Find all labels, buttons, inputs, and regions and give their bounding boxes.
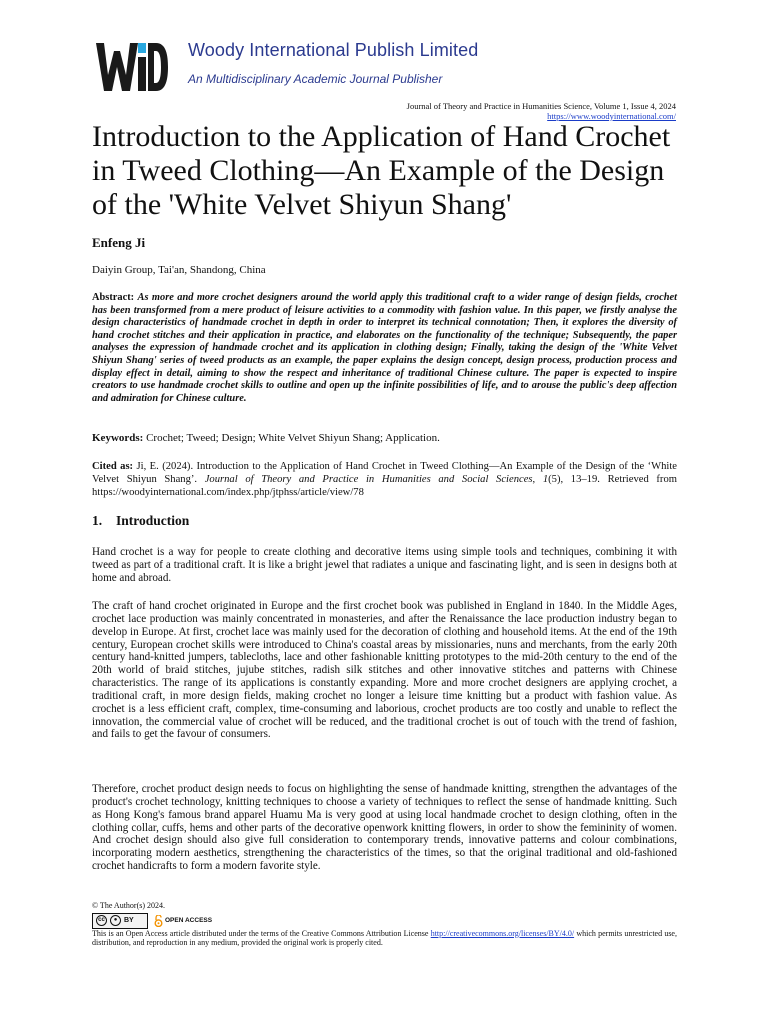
section-title: Introduction: [116, 513, 190, 528]
publisher-tagline: An Multidisciplinary Academic Journal Publisher: [188, 72, 443, 86]
keywords-label: Keywords:: [92, 432, 144, 444]
cited-as: [92, 460, 677, 499]
abstract-text: As more and more crochet designers around the world apply this traditional craft to a wider range of design fields, crochet has been transformed from a mere product of leisure activities to a commodity with fashion value. In this paper, we firstly analyse the design characteristics of handmade crochet in depth in order to interpret its technical connotation; Then, it explores the diversity of hand crochet stitches and their application in practice, and elaborates on the functionality of the technique; Subsequently, the paper analyses the expression of handmade crochet and its application in clothing design; Finally, taking the design of the 'White Velvet Shiyun Shang' series of tweed products as an example, the paper explains the design concept, design process, production process and display effect in detail, aiming to show the respect and inheritance of traditional Chinese culture. The paper is expected to inspire creators to use handmade crochet skills to outline and open up the infinite possibilities of life, and to arouse the public's deep affection and admiration for Chinese culture.: [92, 292, 677, 404]
body-paragraph: The craft of hand crochet originated in Europe and the first crochet book was published in England in 1840. In the Middle Ages, crochet lace production was mainly concentrated in monasteries, and after the Renaissance the lace production industry began to develop in Europe. At first, crochet lace was mainly used for the decoration of clothing and household items. At the end of the 19th century, European crochet skills were introduced to China's coastal areas by missionaries, nuns and merchants, from the early 20th century hand-knitted jumpers, tablecloths, lace and other fashionable knitting prototypes to the mid-20th century to the end of the 20th world of braid stitches, jujube stitches, radish silk stitches and other innovative stitches and patterns with Chinese characteristics. The range of its applications is constantly expanding. More and more crochet designers are applying crochet, a traditional craft, in more design fields, making crochet no longer a leisure time knitting but a product with fashion value. As crochet is a less efficient craft, complex, time-consuming and laborious, crochet products are too costly and unable to reflect the innovation, the commercial value of crochet will be reduced, and the traditional crochet is out of touch with the trend of fashion, and fails to get the favour of consumers.: [92, 600, 677, 741]
section-heading: [92, 513, 677, 529]
publisher-logo-icon: [96, 41, 168, 93]
body-paragraph: Hand crochet is a way for people to create clothing and decorative items using simple tools and techniques, combining it with tweed as part of a traditional craft. It is like a bright jewel that radiates a unique and fascinating light, and is seen in designs both at home and abroad.: [92, 546, 677, 584]
body-paragraph: Therefore, crochet product design needs to focus on highlighting the sense of handmade knitting, strengthen the advantages of the product's crochet technology, knitting techniques to choose a variety of techniques to reflect the sense of handmade knitting. Such as Hong Kong's famous brand apparel Huamu Ma is very good at using local handmade crochet to design clothing, often in the clothing collar, cuffs, hems and other parts of the decorative openwork knitting flowers, in order to show the femininity of women. And crochet design should also give full consideration to contemporary trends, innovative patterns and colour combinations, incorporating modern aesthetics, strengthening the characteristics of the times, so that the original traditional and old-fashioned crochet handicrafts to form a modern favorite style.: [92, 783, 677, 873]
license-text-1: This is an Open Access article distributed under the terms of the Creative Commons Attribution License: [92, 928, 429, 938]
cc-by-label: BY: [124, 916, 134, 924]
license-url-link[interactable]: http://creativecommons.org/licenses/BY/4.0/: [430, 928, 575, 938]
keywords-text: Crochet; Tweed; Design; White Velvet Shiyun Shang; Application.: [146, 432, 440, 444]
cited-journal: Journal of Theory and Practice in Humanities and Social Sciences: [204, 474, 533, 485]
publisher-name: Woody International Publish Limited: [188, 40, 479, 60]
keywords: [92, 432, 677, 444]
license-badges: [92, 913, 677, 929]
cited-separator: ,: [532, 474, 543, 485]
paper-title: Introduction to the Application of Hand Crochet in Tweed Clothing—An Example of the Design of the 'White Velvet Shiyun Shang': [92, 120, 671, 221]
cited-as-text-2: (5), 13–19. Retrieved from https://woodyinternational.com/index.php/jtphss/article/view/78: [92, 474, 677, 498]
copyright-notice: © The Author(s) 2024.: [92, 901, 166, 910]
license-footer: [92, 901, 677, 948]
license-text-2: which permits unrestricted use, distribution, and reproduction in any medium, provided the original work is properly cited.: [92, 928, 677, 947]
license-text: [92, 929, 677, 948]
journal-citation-header: [407, 101, 676, 121]
open-lock-icon: [154, 915, 163, 927]
cited-volume: 1: [542, 474, 549, 485]
section-number: 1.: [92, 513, 103, 528]
abstract: [92, 292, 677, 405]
cited-as-text-1: Ji, E. (2024). Introduction to the Application of Hand Crochet in Tweed Clothing—An Example of the Design of the ‘White Velvet Shiyun Shang’.: [92, 461, 678, 485]
author-affiliation: Daiyin Group, Tai'an, Shandong, China: [92, 264, 266, 276]
person-icon: ●: [110, 915, 121, 926]
creative-commons-badge[interactable]: [92, 913, 148, 929]
open-access-label: OPEN ACCESS: [165, 916, 213, 924]
cited-as-label: Cited as:: [92, 461, 134, 472]
abstract-label: Abstract:: [92, 292, 135, 303]
author-name: Enfeng Ji: [92, 235, 146, 250]
journal-citation: Journal of Theory and Practice in Humanities Science, Volume 1, Issue 4, 2024: [406, 101, 676, 111]
journal-url-link[interactable]: https://www.woodyinternational.com/: [547, 111, 676, 121]
open-access-badge: [154, 915, 212, 927]
cc-icon: cc: [96, 915, 107, 926]
